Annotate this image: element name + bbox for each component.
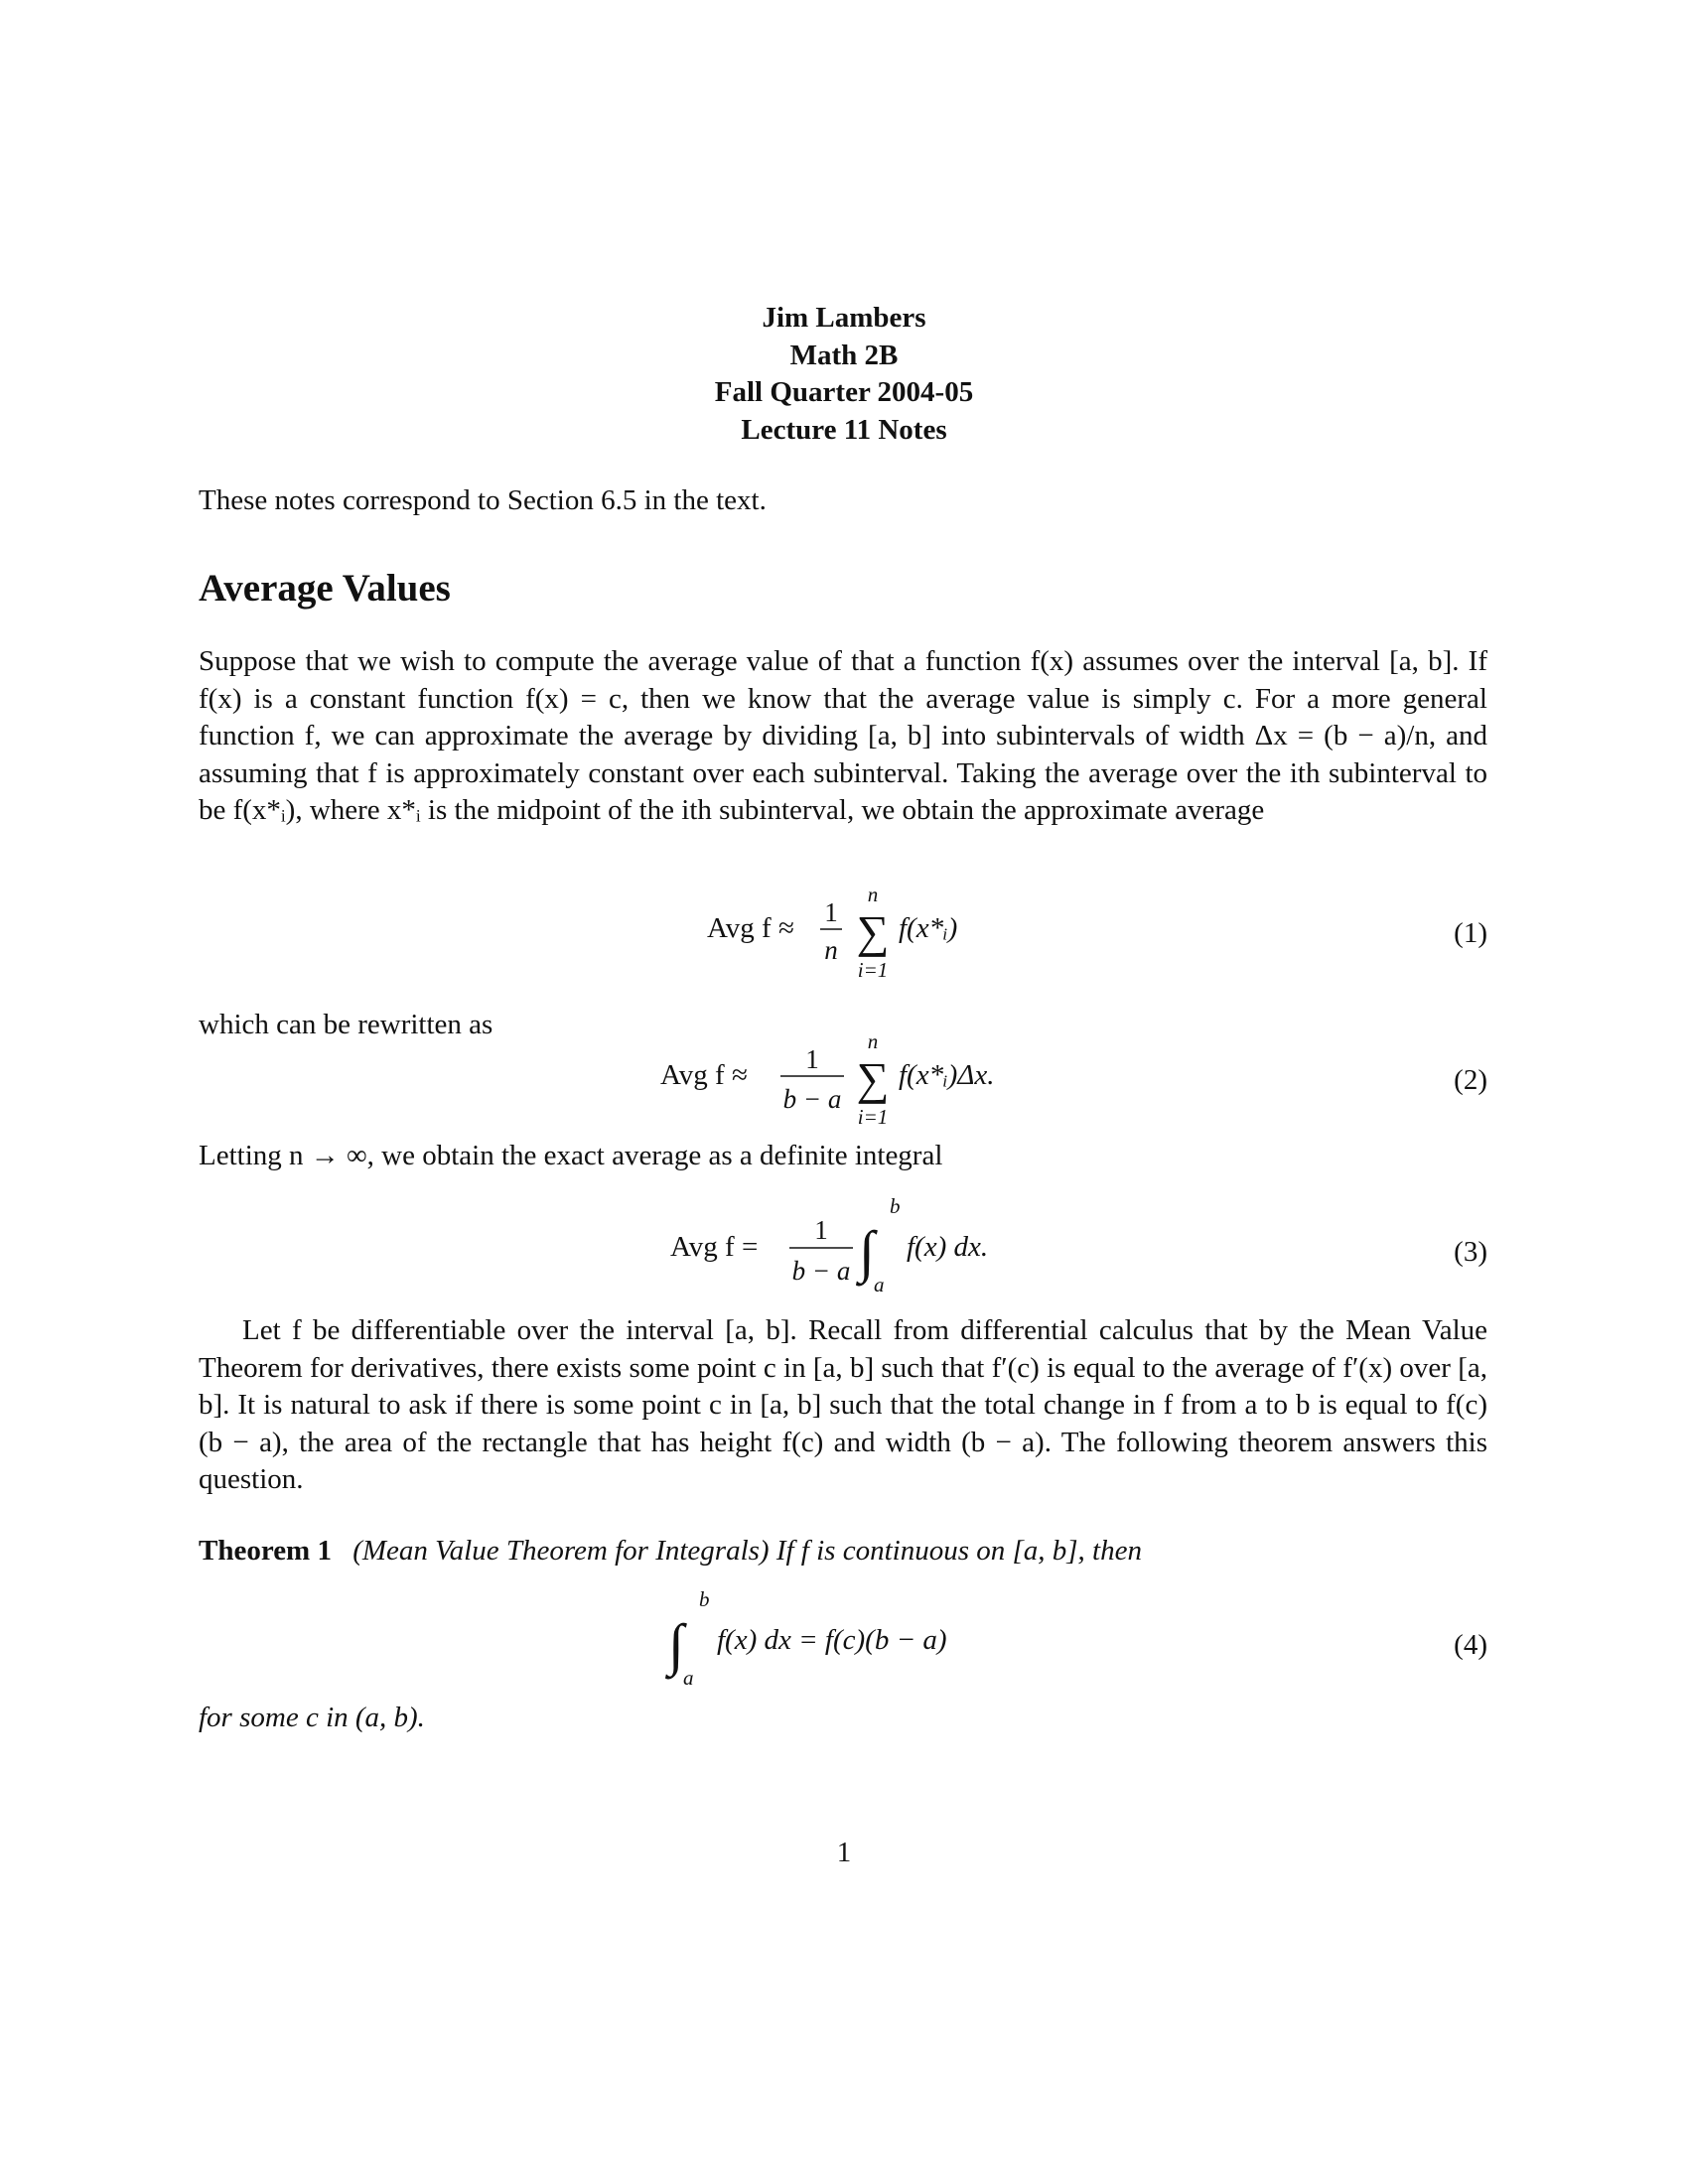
- paragraph-average-intro: [199, 643, 1487, 830]
- course-line: Math 2B: [789, 339, 899, 371]
- theorem-1: [199, 1535, 1487, 1568]
- paragraph-text: Letting n → ∞, we obtain the exact average as a definite integral: [199, 1140, 943, 1171]
- eq4-body: f(x) dx = f(c)(b − a): [717, 1624, 947, 1656]
- eq1-frac-numerator: 1: [824, 897, 838, 927]
- equation-number-4: (4): [1454, 1629, 1487, 1661]
- equation-2: [199, 1032, 1487, 1152]
- paragraph-text: which can be rewritten as: [199, 1009, 493, 1040]
- eq2-sum-lower: i=1: [857, 1105, 889, 1129]
- eq2-sum-upper: n: [867, 1032, 879, 1053]
- document-header: [0, 300, 1688, 449]
- text-between-eq2-eq3: [199, 1138, 1487, 1175]
- paragraph-text: Suppose that we wish to compute the average value of that a function f(x) assumes over the interval [a, b]. If f(x) is a constant function f(x) = c, then we know that the average value is simply c. For a more general function f, we can approximate the average by dividing [a, b] into subintervals of width Δx = (b − a)/n, and assuming that f is approximately constant over each subinterval. Taking the average over the ith subinterval to be f(x*ᵢ), where x*ᵢ is the midpoint of the ith subinterval, we obtain the approximate average: [199, 645, 1487, 826]
- equation-2-formula: [199, 1032, 1487, 1152]
- theorem-label: Theorem 1: [199, 1535, 332, 1567]
- page-number: 1: [836, 1837, 852, 1868]
- eq4-integral-upper: b: [699, 1587, 710, 1611]
- eq1-lhs: Avg f ≈: [707, 912, 794, 944]
- author-line: Jim Lambers: [762, 302, 926, 334]
- equation-3: [199, 1191, 1487, 1310]
- equation-number-3: (3): [1454, 1236, 1487, 1268]
- eq3-lhs: Avg f =: [670, 1231, 759, 1263]
- equation-number-1: (1): [1454, 917, 1487, 949]
- eq3-integral-upper: b: [890, 1194, 901, 1218]
- eq4-integral-lower: a: [683, 1666, 694, 1690]
- eq3-integral-symbol: ∫: [859, 1219, 875, 1284]
- section-title: Average Values: [199, 567, 451, 610]
- term-line: Fall Quarter 2004-05: [714, 376, 974, 408]
- eq2-body: f(x*ᵢ)Δx.: [899, 1059, 995, 1091]
- eq1-sum-lower: i=1: [857, 958, 889, 982]
- eq1-sum-upper: n: [867, 886, 879, 906]
- eq2-sum-symbol: ∑: [856, 1053, 890, 1104]
- eq3-body: f(x) dx.: [907, 1231, 989, 1263]
- eq2-frac-numerator: 1: [805, 1044, 819, 1074]
- paragraph-mean-value: [199, 1312, 1487, 1499]
- eq1-sum-symbol: ∑: [856, 906, 890, 957]
- eq2-lhs: Avg f ≈: [660, 1059, 748, 1091]
- eq3-frac-denominator: b − a: [791, 1256, 851, 1286]
- lecture-line: Lecture 11 Notes: [741, 413, 947, 446]
- theorem-conclusion: for some c in (a, b).: [199, 1702, 425, 1733]
- eq3-frac-numerator: 1: [814, 1215, 828, 1245]
- equation-1: [199, 886, 1487, 1005]
- eq2-frac-denominator: b − a: [782, 1084, 842, 1114]
- equation-3-formula: [199, 1191, 1487, 1310]
- equation-4: [199, 1584, 1487, 1704]
- equation-number-2: (2): [1454, 1064, 1487, 1096]
- equation-1-formula: [199, 886, 1487, 1005]
- eq4-integral-symbol: ∫: [668, 1612, 684, 1677]
- equation-4-formula: [199, 1584, 1487, 1704]
- intro-sentence: These notes correspond to Section 6.5 in the text.: [199, 484, 767, 516]
- eq1-frac-denominator: n: [824, 935, 838, 965]
- eq1-body: f(x*ᵢ): [899, 912, 958, 944]
- eq3-integral-lower: a: [874, 1273, 885, 1297]
- paragraph-text: Let f be differentiable over the interval [a, b]. Recall from differential calculus that by the Mean Value Theorem for derivatives, there exists some point c in [a, b] such that f′(c) is equal to the average of f′(x) over [a, b]. It is natural to ask if there is some point c in [a, b] such that the total change in f from a to b is equal to f(c)(b − a), the area of the rectangle that has height f(c) and width (b − a). The following theorem answers this question.: [199, 1314, 1487, 1495]
- theorem-statement: (Mean Value Theorem for Integrals) If f is continuous on [a, b], then: [352, 1535, 1142, 1567]
